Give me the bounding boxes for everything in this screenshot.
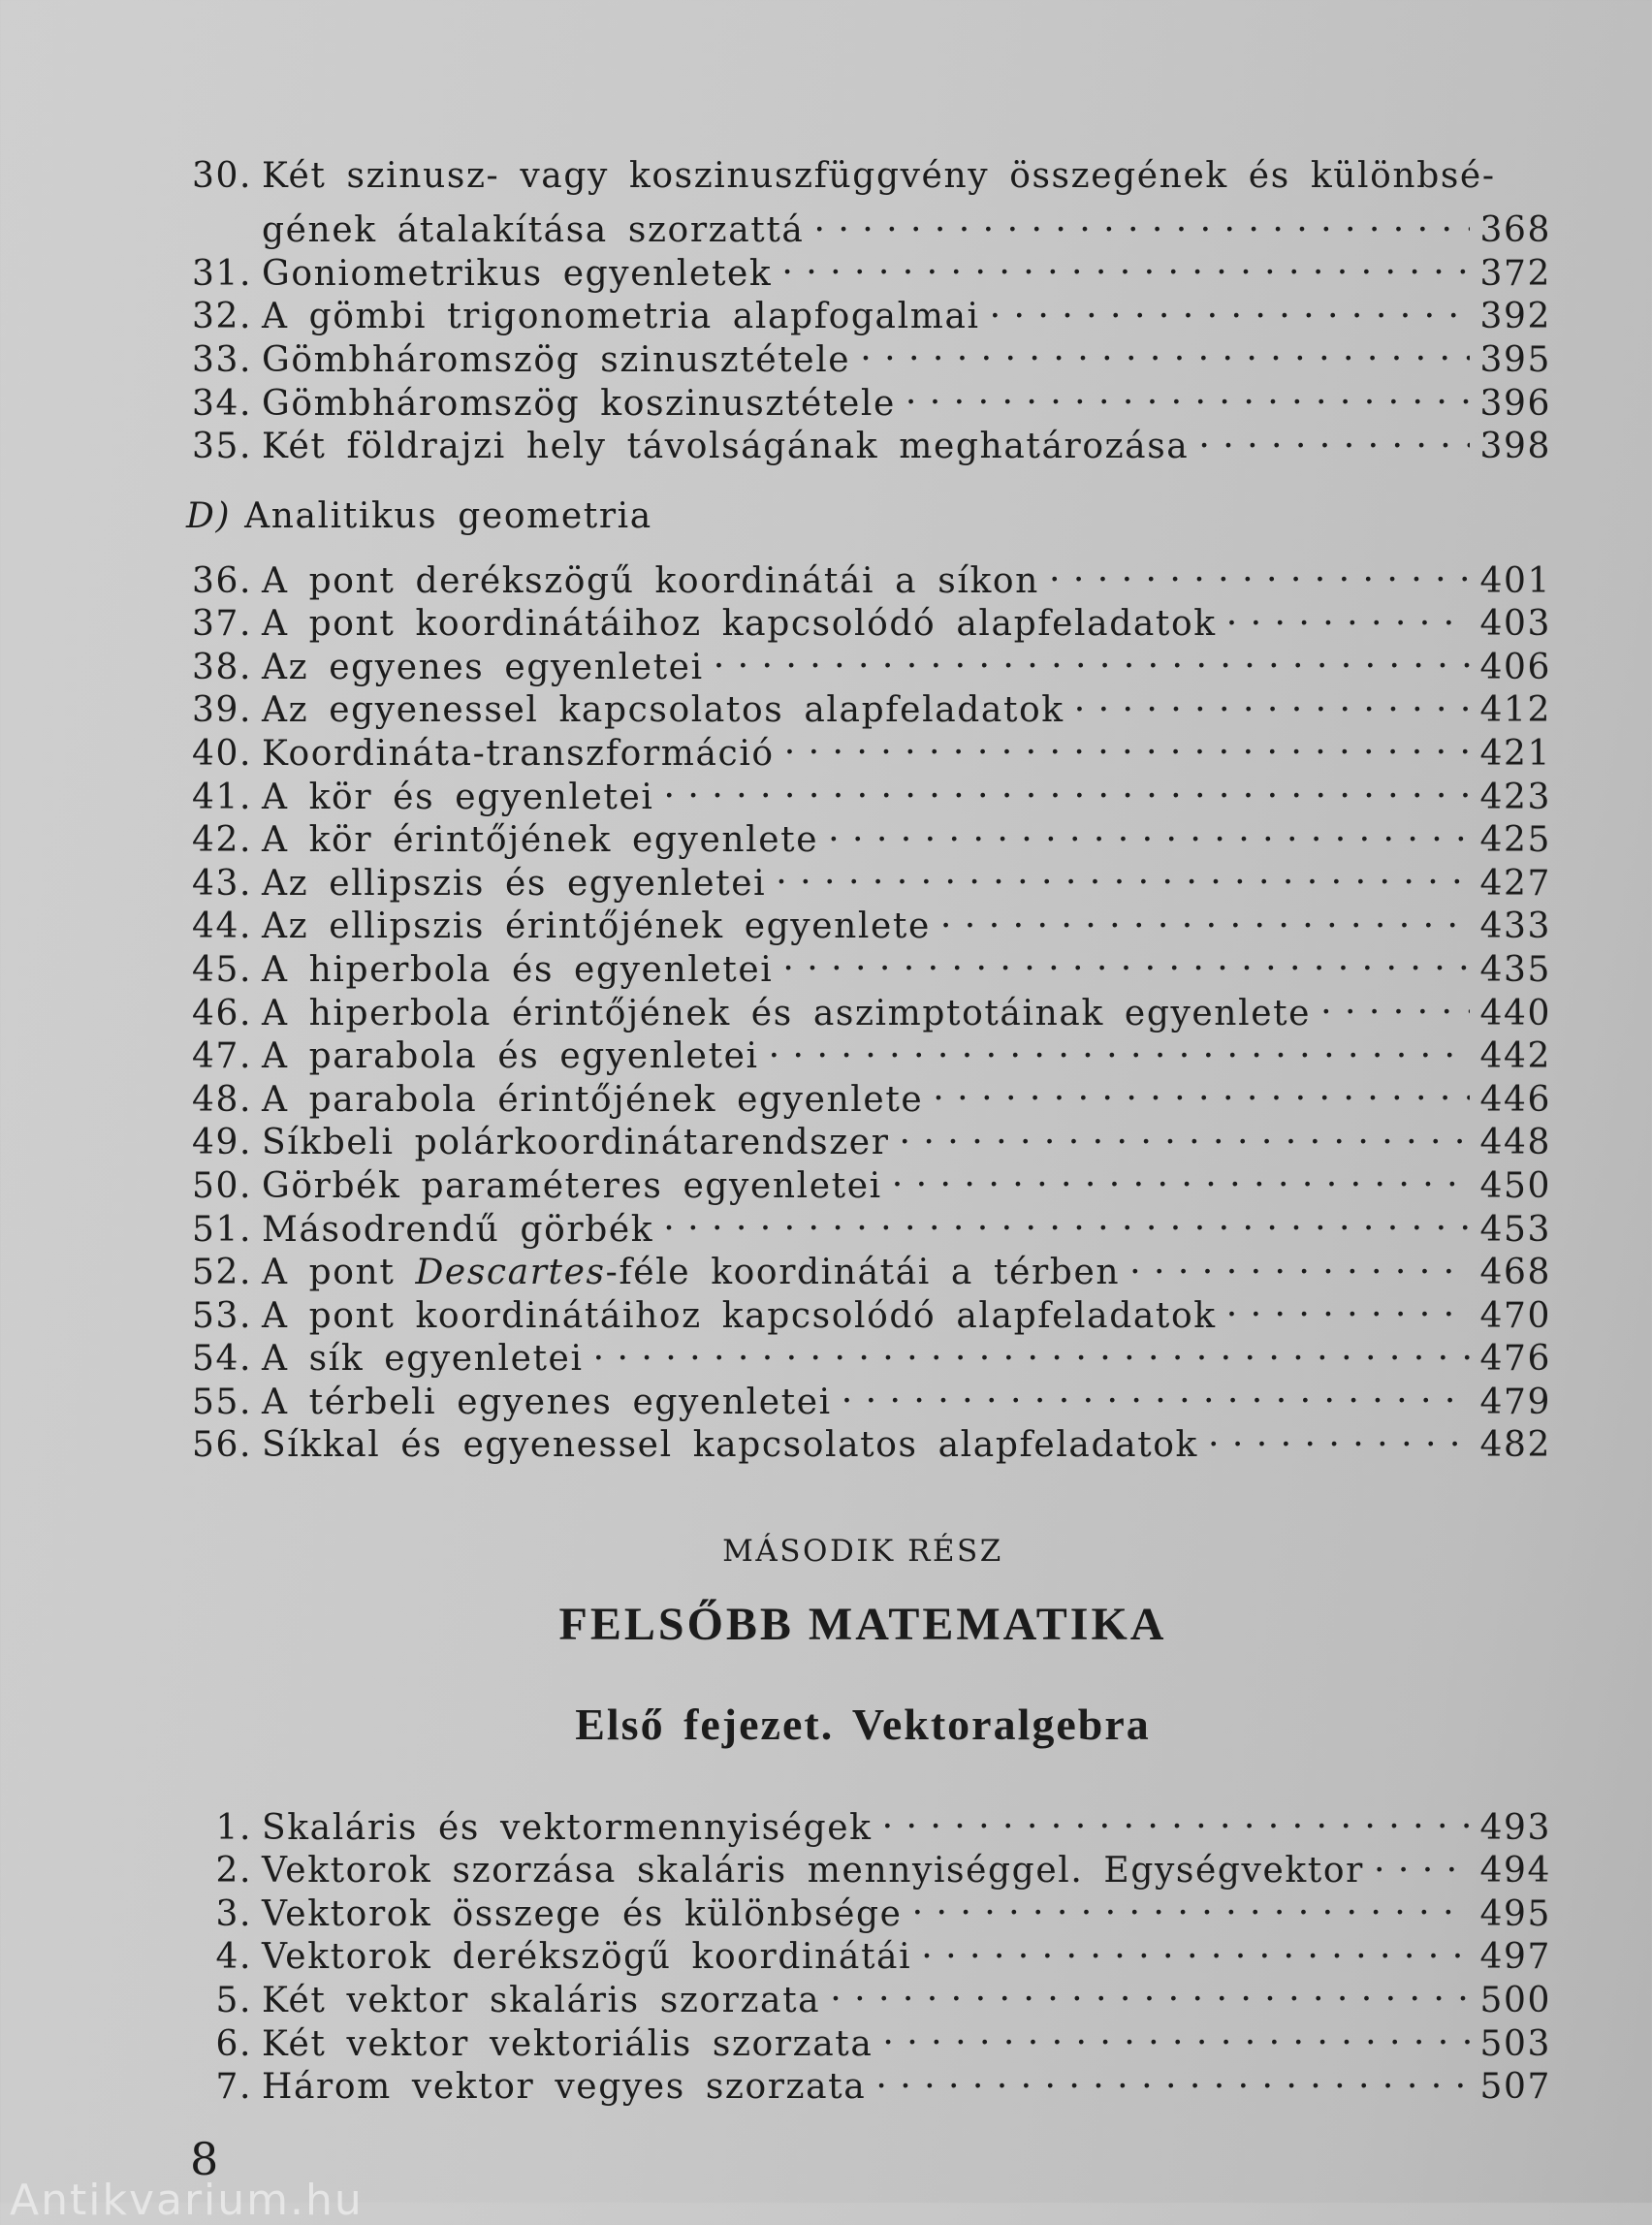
entry-number: 39. [191, 690, 252, 731]
entry-title: A pont koordinátáihoz kapcsolódó alapfeladatok [262, 1295, 1217, 1336]
entry-title: Két vektor skaláris szorzata [262, 1980, 821, 2020]
dot-leader [1129, 1241, 1470, 1285]
entry-page: 450 [1479, 1165, 1551, 1206]
entry-number: 43. [191, 863, 252, 904]
toc-entry [194, 1796, 1551, 1848]
dot-leader [782, 938, 1470, 981]
entry-title: Síkbeli polárkoordinátarendszer [262, 1123, 890, 1163]
entry-page: 482 [1479, 1425, 1551, 1466]
entry-number: 44. [191, 906, 252, 947]
dot-leader [1320, 981, 1470, 1025]
dot-leader [1074, 679, 1471, 722]
entry-title: Két földrajzi hely távolságának meghatározása [262, 427, 1190, 467]
entry-number: 3. [215, 1893, 252, 1934]
dot-leader [875, 2055, 1470, 2099]
entry-page: 368 [1479, 210, 1551, 251]
entry-title: Skaláris és vektormennyiségek [262, 1807, 873, 1848]
dot-leader [1208, 1414, 1471, 1457]
entry-number: 53. [191, 1295, 252, 1336]
entry-number: 45. [191, 949, 252, 990]
section-letter: D) [186, 496, 232, 536]
entry-title [262, 1252, 1120, 1295]
entry-title: Az egyenessel kapcsolatos alapfeladatok [262, 690, 1064, 731]
entry-page: 476 [1479, 1339, 1551, 1380]
entry-number: 1. [215, 1807, 252, 1848]
section-heading-d [186, 496, 652, 536]
entry-number: 36. [191, 560, 252, 601]
dot-leader [912, 1882, 1471, 1925]
dot-leader [664, 765, 1471, 809]
entry-page: 433 [1479, 906, 1551, 947]
entry-page: 442 [1479, 1036, 1551, 1077]
entry-number: 40. [191, 733, 252, 774]
entry-page: 425 [1479, 820, 1551, 861]
dot-leader [769, 1025, 1471, 1068]
entry-page: 494 [1479, 1851, 1551, 1891]
entry-number: 52. [191, 1253, 252, 1293]
dot-leader [1198, 415, 1470, 459]
entry-number: 33. [191, 339, 252, 380]
entry-number: 51. [191, 1209, 252, 1250]
toc-chapter-1 [194, 1796, 1551, 2108]
dot-leader [990, 285, 1471, 329]
entry-title: A pont derékszögű koordinátái a síkon [262, 560, 1039, 601]
entry-page: 427 [1479, 863, 1551, 904]
dot-leader [714, 635, 1471, 679]
entry-title: Gömbháromszög szinusztétele [262, 339, 851, 380]
dot-leader [921, 1925, 1470, 1969]
entry-page: 500 [1479, 1980, 1551, 2020]
entry-page: 503 [1479, 2023, 1551, 2064]
entry-page: 440 [1479, 993, 1551, 1033]
entry-page: 453 [1479, 1209, 1551, 1250]
entry-title: A hiperbola és egyenletei [262, 949, 774, 990]
entry-number: 55. [191, 1382, 252, 1422]
entry-number: 38. [191, 647, 252, 687]
entry-title: Síkkal és egyenessel kapcsolatos alapfeladatok [262, 1425, 1198, 1466]
part-title: FELSŐBB MATEMATIKA [558, 1599, 1167, 1650]
entry-number: 32. [191, 297, 252, 337]
dot-leader [860, 328, 1470, 371]
entry-number: 41. [191, 777, 252, 817]
dot-leader [1374, 1839, 1471, 1883]
dot-leader [882, 2012, 1470, 2055]
entry-number: 42. [191, 820, 252, 861]
entry-title: A gömbi trigonometria alapfogalmai [262, 297, 980, 337]
watermark: Antikvarium.hu [10, 2176, 364, 2225]
entry-title: Három vektor vegyes szorzata [262, 2067, 867, 2108]
entry-page: 470 [1479, 1295, 1551, 1336]
entry-page: 398 [1479, 427, 1551, 467]
dot-leader [1049, 549, 1471, 592]
entry-title: A parabola és egyenletei [262, 1036, 759, 1077]
dot-leader [784, 721, 1471, 765]
entry-page: 446 [1479, 1079, 1551, 1120]
entry-page: 507 [1479, 2067, 1551, 2108]
entry-page: 372 [1479, 253, 1551, 294]
page-number: 8 [190, 2133, 219, 2185]
entry-title: Két szinusz- vagy koszinuszfüggvény összegének és különbsé- [262, 156, 1496, 196]
entry-number: 54. [191, 1339, 252, 1380]
entry-number: 7. [215, 2067, 252, 2108]
entry-title: Másodrendű görbék [262, 1209, 654, 1250]
entry-number: 5. [215, 1980, 252, 2020]
entry-number: 35. [191, 427, 252, 467]
toc-entry [186, 549, 1551, 601]
entry-number: 48. [191, 1079, 252, 1120]
dot-leader [940, 895, 1471, 938]
entry-page: 412 [1479, 690, 1551, 731]
entry-number: 2. [215, 1851, 252, 1891]
entry-title: A sík egyenletei [262, 1339, 584, 1380]
entry-title: A pont koordinátáihoz kapcsolódó alapfeladatok [262, 604, 1217, 645]
entry-title-part: -féle koordinátái a térben [605, 1253, 1121, 1293]
entry-title: Az ellipszis érintőjének egyenlete [262, 906, 931, 947]
dot-leader [830, 1968, 1470, 2012]
entry-number: 37. [191, 604, 252, 645]
dot-leader [882, 1796, 1471, 1839]
dot-leader [900, 1111, 1471, 1155]
entry-title: Az ellipszis és egyenletei [262, 863, 767, 904]
entry-page: 448 [1479, 1123, 1551, 1163]
entry-title: Vektorok összege és különbsége [262, 1893, 903, 1934]
entry-page: 406 [1479, 647, 1551, 687]
entry-title: Goniometrikus egyenletek [262, 253, 773, 294]
entry-page: 497 [1479, 1937, 1551, 1978]
chapter-title: Első fejezet. Vektoralgebra [575, 1700, 1151, 1749]
entry-number: 49. [191, 1123, 252, 1163]
entry-number: 4. [215, 1937, 252, 1978]
dot-leader [1226, 592, 1471, 636]
entry-number: 47. [191, 1036, 252, 1077]
entry-page: 403 [1479, 604, 1551, 645]
entry-title: A parabola érintőjének egyenlete [262, 1079, 924, 1120]
entry-number: 46. [191, 993, 252, 1033]
entry-title: Gömbháromszög koszinusztétele [262, 383, 896, 424]
entry-title: A kör és egyenletei [262, 777, 654, 817]
entry-number: 56. [191, 1425, 252, 1466]
dot-leader [905, 371, 1471, 415]
entry-page: 435 [1479, 949, 1551, 990]
entry-title: Koordináta-transzformáció [262, 733, 775, 774]
entry-page: 392 [1479, 297, 1551, 337]
entry-title: Vektorok szorzása skaláris mennyiséggel. Egységvektor [262, 1851, 1364, 1891]
entry-title-part: A pont [262, 1253, 416, 1293]
dot-leader [593, 1327, 1471, 1371]
toc-section-d [186, 549, 1551, 1466]
entry-page: 495 [1479, 1893, 1551, 1934]
dot-leader [828, 809, 1470, 852]
section-label: Analitikus geometria [244, 496, 652, 536]
entry-page: 468 [1479, 1253, 1551, 1293]
part-label: MÁSODIK RÉSZ [722, 1534, 1003, 1569]
entry-page: 396 [1479, 383, 1551, 424]
entry-title: A hiperbola érintőjének és aszimptotáinak egyenlete [262, 993, 1312, 1033]
entry-page: 479 [1479, 1382, 1551, 1422]
entry-number: 34. [191, 383, 252, 424]
dot-leader [892, 1154, 1471, 1197]
entry-title: A térbeli egyenes egyenletei [262, 1382, 832, 1422]
entry-page: 421 [1479, 733, 1551, 774]
entry-number: 50. [191, 1165, 252, 1206]
toc-entry-continuation [186, 199, 1551, 251]
toc-entry [186, 155, 1551, 199]
entry-title: Két vektor vektoriális szorzata [262, 2023, 874, 2064]
dot-leader [781, 241, 1470, 285]
dot-leader [842, 1370, 1471, 1414]
entry-number: 30. [191, 156, 252, 196]
entry-title-italic: Descartes [415, 1253, 606, 1293]
entry-page: 395 [1479, 339, 1551, 380]
entry-title: Az egyenes egyenletei [262, 647, 704, 687]
entry-title: A kör érintőjének egyenlete [262, 820, 819, 861]
dot-leader [1226, 1284, 1471, 1327]
toc-section-c [186, 155, 1551, 467]
entry-number: 31. [191, 253, 252, 294]
dot-leader [776, 851, 1470, 895]
dot-leader [663, 1197, 1470, 1241]
entry-number: 6. [215, 2023, 252, 2064]
entry-title-continuation: gének átalakítása szorzattá [262, 210, 805, 251]
entry-page: 401 [1479, 560, 1551, 601]
entry-title: Görbék paraméteres egyenletei [262, 1165, 882, 1206]
entry-page: 423 [1479, 777, 1551, 817]
dot-leader [933, 1067, 1470, 1111]
dot-leader [813, 199, 1470, 242]
entry-title: Vektorok derékszögű koordinátái [262, 1937, 912, 1978]
entry-page: 493 [1479, 1807, 1551, 1848]
